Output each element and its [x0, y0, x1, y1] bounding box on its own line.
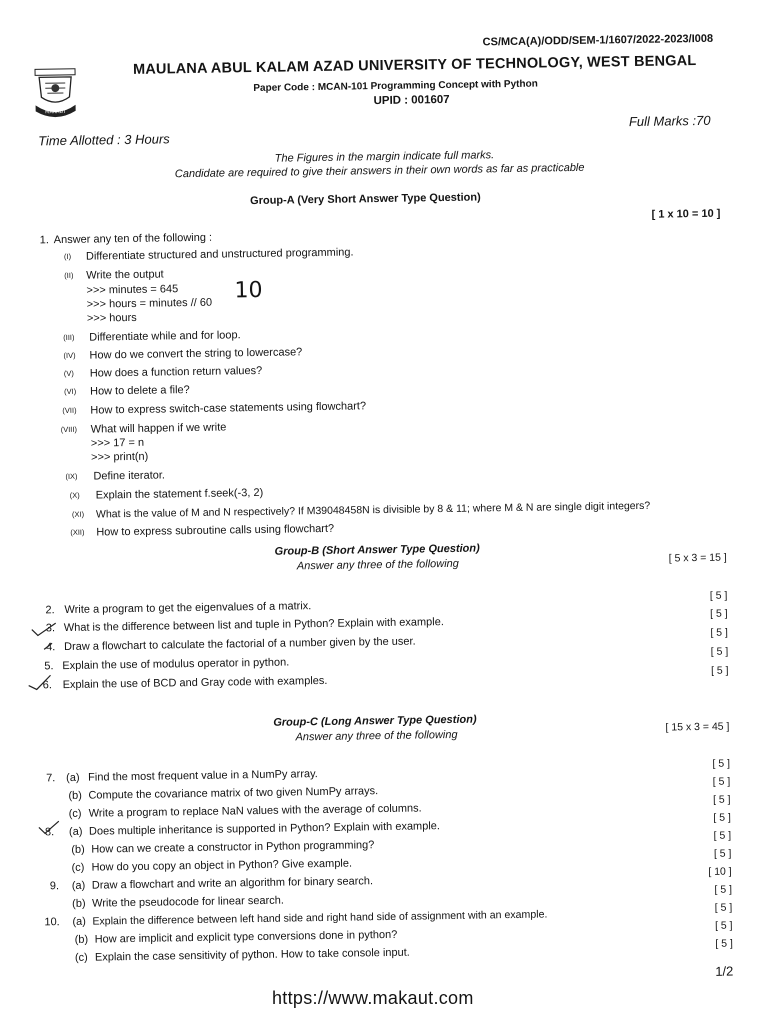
item-number: (VI) [63, 386, 77, 397]
question-part: (b) [74, 933, 89, 946]
pen-tick-mark-icon [35, 819, 65, 839]
item-text: Explain the statement f.seek(-3, 2) [95, 486, 264, 502]
item-text: Write the output [86, 268, 164, 282]
question-marks: [ 5 ] [712, 775, 731, 788]
question-part: (b) [68, 789, 82, 802]
question-marks: [ 5 ] [713, 811, 731, 824]
item-code-line: >>> hours = minutes // 60 [86, 296, 213, 311]
question-part: (a) [68, 825, 83, 838]
item-code-line: >>> hours [86, 311, 137, 325]
question-text: Write a program to replace NaN values with the average of columns. [88, 802, 422, 820]
question-marks: [ 5 ] [710, 664, 729, 677]
item-text: How does a function return values? [89, 364, 263, 380]
item-number: (IV) [63, 350, 76, 361]
question-part: (a) [71, 879, 86, 892]
question-marks: [ 5 ] [713, 829, 732, 842]
question-part: (b) [71, 843, 85, 856]
question-text: Explain the use of modulus operator in python. [62, 656, 290, 673]
question-text: How can we create a constructor in Python programming? [91, 839, 375, 856]
question-text: Write a program to get the eigenvalues of a matrix. [64, 600, 312, 617]
group-b-subtitle: Answer any three of the following [296, 557, 459, 573]
item-number: (X) [69, 490, 80, 500]
item-number: (V) [63, 368, 74, 379]
question-number: 9. [49, 880, 60, 893]
item-code-line: >>> 17 = n [90, 436, 145, 450]
item-number: (II) [64, 270, 74, 280]
question-text: Compute the covariance matrix of two given NumPy arrays. [88, 785, 379, 802]
question-marks: [ 5 ] [709, 589, 728, 602]
question-text: Answer any ten of the following : [53, 231, 213, 247]
question-number: 4. [45, 641, 56, 654]
question-marks: [ 5 ] [714, 919, 733, 932]
question-part: (c) [74, 951, 88, 964]
item-text: What will happen if we write [90, 421, 227, 436]
item-text: Define iterator. [93, 469, 166, 483]
item-number: (VIII) [60, 424, 77, 435]
question-marks: [ 5 ] [714, 883, 733, 896]
question-text: Draw a flowchart and write an algorithm for binary search. [91, 875, 374, 892]
question-part: (a) [66, 771, 80, 785]
item-text: Differentiate while and for loop. [89, 329, 241, 344]
university-emblem-icon [31, 67, 80, 120]
question-part: (c) [68, 807, 82, 820]
group-c-title: Group-C (Long Answer Type Question) [273, 713, 477, 729]
paper-code: Paper Code : MCAN-101 Programming Concept with Python [253, 78, 538, 94]
question-text: Explain the use of BCD and Gray code with examples. [62, 674, 328, 692]
item-code-line: >>> minutes = 645 [86, 283, 179, 297]
item-text: What is the value of M and N respectively? If M39048458N is divisible by 8 & 11; where M & N are single digit integers? [95, 499, 651, 521]
item-code-line: >>> print(n) [91, 450, 149, 464]
group-a-marks: [ 1 x 10 = 10 ] [651, 207, 721, 221]
instruction-own-words: Candidate are required to give their answers in their own words as far as practicable [174, 161, 585, 181]
question-number: 3. [45, 622, 56, 635]
question-part: (b) [72, 897, 86, 910]
question-number: 5. [44, 660, 54, 673]
item-text: How to express subroutine calls using flowchart? [96, 522, 335, 539]
instruction-margin: The Figures in the margin indicate full marks. [274, 149, 495, 165]
question-text: How are implicit and explicit type conversions done in python? [94, 928, 398, 946]
footer-url[interactable]: https://www.makaut.com [272, 988, 474, 1008]
question-marks: [ 5 ] [712, 793, 731, 806]
question-text: Explain the case sensitivity of python. How to take console input. [94, 946, 410, 964]
page-number: 1/2 [715, 963, 734, 979]
university-name: MAULANA ABUL KALAM AZAD UNIVERSITY OF TECHNOLOGY, WEST BENGAL [132, 53, 697, 78]
handwritten-score: 10 [234, 277, 263, 304]
group-c-marks: [ 15 x 3 = 45 ] [665, 720, 730, 734]
svg-text:MAKAUT: MAKAUT [45, 108, 67, 116]
item-number: (XII) [70, 527, 85, 537]
question-text: What is the difference between list and tuple in Python? Explain with example. [63, 616, 444, 635]
question-marks: [ 5 ] [710, 607, 728, 620]
question-number: 7. [46, 772, 56, 785]
item-number: (VII) [62, 405, 77, 416]
question-marks: [ 5 ] [714, 901, 733, 914]
question-text: How do you copy an object in Python? Give example. [91, 857, 353, 874]
group-b-marks: [ 5 x 3 = 15 ] [668, 551, 727, 565]
item-text: How do we convert the string to lowercase? [89, 346, 303, 362]
question-number: 6. [42, 679, 52, 692]
question-text: Write the pseudocode for linear search. [92, 894, 284, 910]
question-text: Does multiple inheritance is supported in Python? Explain with example. [88, 820, 441, 838]
question-number: 10. [44, 916, 60, 929]
upid: UPID : 001607 [373, 93, 450, 108]
question-text: Find the most frequent value in a NumPy array. [88, 768, 318, 784]
question-number: 8. [44, 826, 55, 839]
time-allotted: Time Allotted : 3 Hours [38, 131, 170, 149]
pen-tick-marks-icon [26, 617, 67, 698]
group-a-title: Group-A (Very Short Answer Type Question) [250, 191, 481, 208]
full-marks: Full Marks :70 [628, 112, 711, 130]
item-number: (IX) [65, 471, 78, 481]
question-marks: [ 5 ] [710, 645, 729, 658]
item-text: How to express switch-case statements using flowchart? [90, 400, 367, 417]
group-c-subtitle: Answer any three of the following [295, 728, 458, 744]
item-number: (III) [63, 332, 75, 343]
item-number: (I) [63, 251, 72, 261]
item-text: How to delete a file? [89, 384, 190, 398]
question-part: (c) [71, 861, 85, 874]
paper-reference-code: CS/MCA(A)/ODD/SEM-1/1607/2022-2023/I008 [482, 32, 714, 49]
group-b-title: Group-B (Short Answer Type Question) [274, 542, 480, 558]
question-number: 2. [45, 604, 55, 617]
question-marks: [ 5 ] [712, 757, 731, 770]
item-number: (XI) [71, 509, 85, 519]
question-marks: [ 5 ] [715, 937, 733, 950]
question-marks: [ 10 ] [708, 865, 732, 878]
question-text: Draw a flowchart to calculate the factorial of a number given by the user. [63, 635, 416, 654]
question-marks: [ 5 ] [713, 847, 732, 860]
question-part: (a) [72, 915, 86, 928]
question-number: 1. [39, 234, 49, 247]
question-marks: [ 5 ] [710, 626, 729, 639]
question-text: Explain the difference between left hand side and right hand side of assignment with an example. [92, 908, 548, 928]
item-text: Differentiate structured and unstructured programming. [85, 246, 354, 263]
